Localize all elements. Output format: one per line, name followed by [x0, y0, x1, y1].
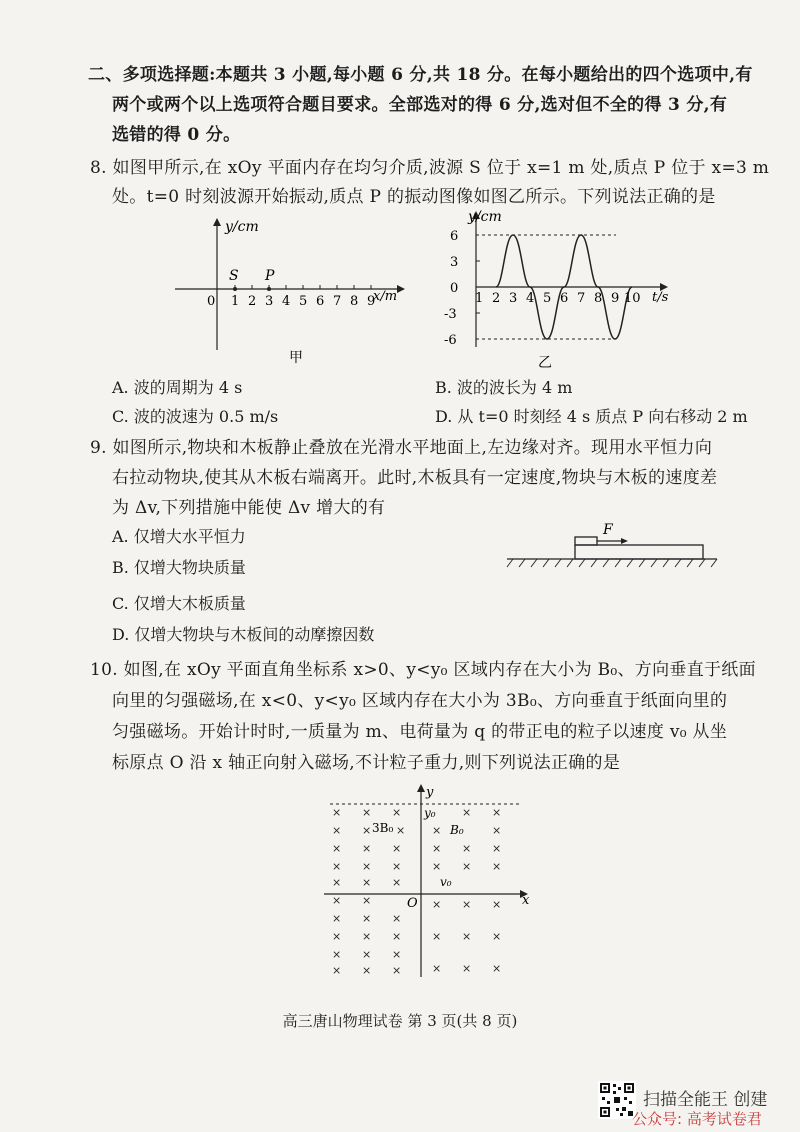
section-heading-line2: 两个或两个以上选项符合题目要求。全部选对的得 6 分,选对但不全的得 3 分,有	[112, 95, 728, 115]
q8b-xtick: 9	[611, 291, 620, 306]
q10-magnetic-field-figure	[320, 782, 540, 982]
q8b-xlabel: t/s	[652, 290, 669, 305]
q8a-tick: 6	[316, 294, 325, 309]
q9-board	[575, 545, 703, 559]
q10-field-crosses	[332, 806, 501, 977]
svg-text:×: ×	[332, 842, 342, 855]
svg-text:×: ×	[332, 806, 342, 819]
q9-stem-line3: 为 Δv,下列措施中能使 Δv 增大的有	[112, 498, 386, 518]
svg-text:×: ×	[432, 898, 442, 911]
svg-text:×: ×	[362, 824, 372, 837]
svg-text:×: ×	[392, 964, 402, 977]
q8-option-d[interactable]: D. 从 t=0 时刻经 4 s 质点 P 向右移动 2 m	[435, 407, 748, 426]
svg-text:×: ×	[332, 930, 342, 943]
q9-option-c[interactable]: C. 仅增大木板质量	[112, 594, 246, 613]
q9-force-label: F	[603, 522, 613, 538]
q8b-ylabel: y/cm	[468, 209, 502, 225]
svg-text:×: ×	[362, 894, 372, 907]
section-heading-line1: 二、多项选择题:本题共 3 小题,每小题 6 分,共 18 分。在每小题给出的四个选项中,有	[88, 65, 753, 85]
q8a-tick: 3	[265, 294, 274, 309]
svg-text:×: ×	[396, 824, 406, 837]
q8a-tick: 5	[299, 294, 308, 309]
svg-text:×: ×	[462, 842, 472, 855]
q8-option-c[interactable]: C. 波的波速为 0.5 m/s	[112, 407, 279, 426]
svg-text:×: ×	[432, 860, 442, 873]
svg-text:×: ×	[392, 806, 402, 819]
q8a-tick: 2	[248, 294, 257, 309]
watermark: 公众号: 高考试卷君	[632, 1110, 762, 1128]
svg-text:×: ×	[392, 842, 402, 855]
q8-stem-line2: 处。t=0 时刻波源开始振动,质点 P 的振动图像如图乙所示。下列说法正确的是	[112, 187, 716, 207]
svg-text:×: ×	[332, 964, 342, 977]
svg-text:×: ×	[362, 842, 372, 855]
svg-text:×: ×	[492, 930, 502, 943]
q8a-ylabel: y/cm	[225, 219, 259, 235]
q9-stem-line1: 9. 如图所示,物块和木板静止叠放在光滑水平地面上,左边缘对齐。现用水平恒力向	[90, 438, 713, 458]
svg-text:×: ×	[462, 860, 472, 873]
q8a-tick: 7	[333, 294, 342, 309]
q8b-xtick: 2	[492, 291, 501, 306]
q8b-ytick: 6	[450, 229, 459, 244]
q8a-tick: 8	[350, 294, 359, 309]
q9-block	[575, 537, 597, 545]
svg-text:×: ×	[362, 860, 372, 873]
svg-text:×: ×	[392, 860, 402, 873]
q8b-ytick: 3	[450, 255, 459, 270]
q10-x-axis-label: x	[522, 893, 530, 908]
q9-ground-hatch	[507, 559, 717, 567]
svg-text:×: ×	[362, 806, 372, 819]
svg-text:×: ×	[432, 962, 442, 975]
q8b-ytick: 0	[450, 281, 459, 296]
svg-text:×: ×	[332, 860, 342, 873]
svg-text:×: ×	[432, 930, 442, 943]
svg-text:×: ×	[332, 912, 342, 925]
svg-text:×: ×	[362, 912, 372, 925]
q9-option-d[interactable]: D. 仅增大物块与木板间的动摩擦因数	[112, 625, 375, 644]
q10-stem-line4: 标原点 O 沿 x 轴正向射入磁场,不计粒子重力,则下列说法正确的是	[112, 753, 621, 773]
q9-option-a[interactable]: A. 仅增大水平恒力	[112, 527, 246, 546]
svg-text:×: ×	[492, 842, 502, 855]
q8b-xtick: 7	[577, 291, 586, 306]
svg-text:×: ×	[332, 948, 342, 961]
q8a-tick: 4	[282, 294, 291, 309]
svg-text:×: ×	[362, 948, 372, 961]
q8a-s-label: S	[229, 268, 239, 284]
q8a-tick: 0	[207, 294, 216, 309]
q8-figure-a	[165, 210, 415, 370]
q8-option-a[interactable]: A. 波的周期为 4 s	[112, 378, 243, 397]
q8b-xtick: 5	[543, 291, 552, 306]
svg-text:×: ×	[462, 898, 472, 911]
svg-text:×: ×	[392, 948, 402, 961]
q10-y0-label: y₀	[424, 806, 436, 820]
svg-text:×: ×	[492, 806, 502, 819]
svg-text:×: ×	[392, 930, 402, 943]
q10-y-axis-label: y	[426, 785, 434, 800]
q10-right-field-label: B₀	[450, 823, 464, 837]
svg-text:×: ×	[492, 824, 502, 837]
q8a-tick: 9	[367, 294, 376, 309]
q8b-xtick: 4	[526, 291, 535, 306]
q8a-xlabel: x/m	[373, 289, 398, 304]
q8b-ytick: -6	[444, 333, 457, 348]
q8a-caption: 甲	[289, 350, 303, 366]
q9-stem-line2: 右拉动物块,使其从木板右端离开。此时,木板具有一定速度,物块与木板的速度差	[112, 468, 718, 488]
section-heading-line3: 选错的得 0 分。	[112, 125, 241, 145]
svg-text:×: ×	[492, 860, 502, 873]
svg-text:×: ×	[392, 876, 402, 889]
svg-text:×: ×	[392, 912, 402, 925]
q8-stem-line1: 8. 如图甲所示,在 xOy 平面内存在均匀介质,波源 S 位于 x=1 m 处,质点 P 位于 x=3 m	[90, 158, 770, 178]
q10-left-field-label: 3B₀	[372, 821, 394, 835]
q10-stem-line3: 匀强磁场。开始计时时,一质量为 m、电荷量为 q 的带正电的粒子以速度 v₀ 从坐	[112, 722, 728, 742]
svg-text:×: ×	[362, 876, 372, 889]
q8-figure-b	[440, 205, 700, 375]
q9-block-board-figure	[505, 515, 725, 575]
svg-text:×: ×	[462, 930, 472, 943]
q8b-caption: 乙	[538, 355, 552, 371]
svg-text:×: ×	[462, 806, 472, 819]
svg-text:×: ×	[332, 876, 342, 889]
svg-text:×: ×	[332, 824, 342, 837]
q8-option-b[interactable]: B. 波的波长为 4 m	[435, 378, 573, 397]
q8b-xtick: 10	[624, 291, 641, 306]
svg-text:×: ×	[332, 894, 342, 907]
q10-origin-label: O	[407, 896, 418, 911]
svg-text:×: ×	[362, 930, 372, 943]
svg-text:×: ×	[492, 898, 502, 911]
scanner-brand: 扫描全能王 创建	[643, 1090, 768, 1110]
q8b-ytick: -3	[444, 307, 457, 322]
svg-text:×: ×	[432, 824, 442, 837]
q8a-tick: 1	[231, 294, 240, 309]
q8a-p-label: P	[265, 268, 275, 284]
q8b-xtick: 8	[594, 291, 603, 306]
q10-stem-line1: 10. 如图,在 xOy 平面直角坐标系 x>0、y<y₀ 区域内存在大小为 B₀、方向垂直于纸面	[90, 660, 756, 680]
qr-code-icon	[598, 1081, 636, 1119]
q10-stem-line2: 向里的匀强磁场,在 x<0、y<y₀ 区域内存在大小为 3B₀、方向垂直于纸面向里的	[112, 691, 728, 711]
q10-velocity-label: v₀	[440, 875, 452, 889]
q8b-xtick: 1	[475, 291, 484, 306]
svg-text:×: ×	[492, 962, 502, 975]
q8b-xtick: 3	[509, 291, 518, 306]
q8b-xtick: 6	[560, 291, 569, 306]
svg-text:×: ×	[462, 962, 472, 975]
page-footer: 高三唐山物理试卷 第 3 页(共 8 页)	[282, 1012, 518, 1030]
q9-option-b[interactable]: B. 仅增大物块质量	[112, 558, 246, 577]
svg-text:×: ×	[432, 842, 442, 855]
svg-text:×: ×	[362, 964, 372, 977]
